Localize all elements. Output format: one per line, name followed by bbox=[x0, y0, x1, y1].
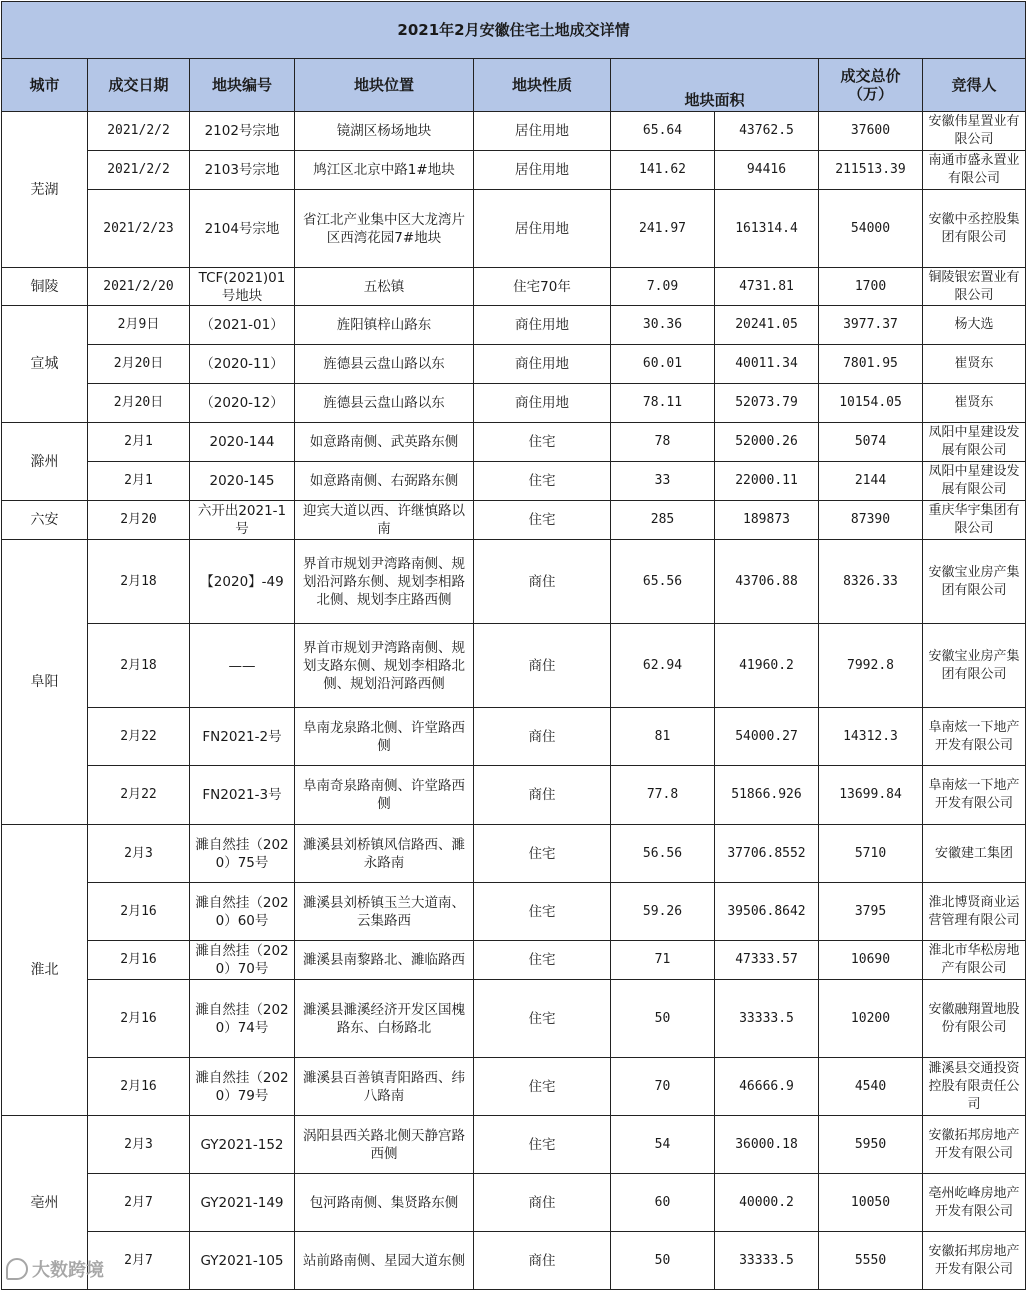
nature-cell: 住宅 bbox=[474, 1116, 611, 1174]
date-cell: 2月3 bbox=[88, 825, 190, 883]
date-cell: 2月7 bbox=[88, 1232, 190, 1290]
nature-cell: 住宅 bbox=[474, 883, 611, 941]
parcel-cell: 2020-144 bbox=[190, 423, 295, 462]
location-cell: 濉溪县百善镇青阳路西、纬八路南 bbox=[295, 1058, 474, 1116]
area-sqm-cell: 4731.81 bbox=[715, 268, 819, 306]
parcel-cell: 六开出2021-1号 bbox=[190, 501, 295, 540]
area-mu-cell: 70 bbox=[611, 1058, 715, 1116]
location-cell: 迎宾大道以西、许继慎路以南 bbox=[295, 501, 474, 540]
city-cell: 亳州 bbox=[2, 1116, 88, 1290]
date-cell: 2月22 bbox=[88, 766, 190, 825]
header-location: 地块位置 bbox=[295, 59, 474, 112]
location-cell: 站前路南侧、星园大道东侧 bbox=[295, 1232, 474, 1290]
nature-cell: 商住 bbox=[474, 1232, 611, 1290]
parcel-cell: 濉自然挂（2020）74号 bbox=[190, 980, 295, 1058]
price-cell: 14312.3 bbox=[819, 708, 923, 766]
area-sqm-cell: 37706.8552 bbox=[715, 825, 819, 883]
parcel-cell: 濉自然挂（2020）60号 bbox=[190, 883, 295, 941]
area-mu-cell: 78 bbox=[611, 423, 715, 462]
watermark-text: 大数跨境 bbox=[32, 1260, 104, 1281]
area-mu-cell: 56.56 bbox=[611, 825, 715, 883]
area-sqm-cell: 41960.2 bbox=[715, 624, 819, 708]
price-cell: 10050 bbox=[819, 1174, 923, 1232]
winner-cell: 安徽宝业房产集团有限公司 bbox=[923, 624, 1026, 708]
location-cell: 濉溪县濉溪经济开发区国槐路东、白杨路北 bbox=[295, 980, 474, 1058]
winner-cell: 安徽拓邦房地产开发有限公司 bbox=[923, 1116, 1026, 1174]
area-mu-cell: 285 bbox=[611, 501, 715, 540]
table-row bbox=[2, 423, 1026, 462]
date-cell: 2月20日 bbox=[88, 384, 190, 423]
nature-cell: 住宅 bbox=[474, 825, 611, 883]
winner-cell: 凤阳中星建设发展有限公司 bbox=[923, 423, 1026, 462]
location-cell: 包河路南侧、集贤路东侧 bbox=[295, 1174, 474, 1232]
location-cell: 旌阳镇梓山路东 bbox=[295, 306, 474, 345]
table-row bbox=[2, 825, 1026, 883]
date-cell: 2月22 bbox=[88, 708, 190, 766]
date-cell: 2021/2/23 bbox=[88, 190, 190, 268]
winner-cell: 安徽宝业房产集团有限公司 bbox=[923, 540, 1026, 624]
area-mu-cell: 62.94 bbox=[611, 624, 715, 708]
city-cell: 阜阳 bbox=[2, 540, 88, 825]
area-sqm-cell: 51866.926 bbox=[715, 766, 819, 825]
area-sqm-cell: 39506.8642 bbox=[715, 883, 819, 941]
table-row bbox=[2, 268, 1026, 306]
header-area: 地块面积 bbox=[611, 59, 819, 112]
location-cell: 如意路南侧、右弼路东侧 bbox=[295, 462, 474, 501]
price-cell: 1700 bbox=[819, 268, 923, 306]
header-parcel-no: 地块编号 bbox=[190, 59, 295, 112]
winner-cell: 铜陵银宏置业有限公司 bbox=[923, 268, 1026, 306]
area-sqm-cell: 46666.9 bbox=[715, 1058, 819, 1116]
table-row bbox=[2, 190, 1026, 268]
area-sqm-cell: 33333.5 bbox=[715, 1232, 819, 1290]
date-cell: 2021/2/2 bbox=[88, 112, 190, 151]
watermark-logo-icon bbox=[6, 1258, 28, 1280]
nature-cell: 住宅 bbox=[474, 462, 611, 501]
area-mu-cell: 59.26 bbox=[611, 883, 715, 941]
table-row bbox=[2, 1058, 1026, 1116]
location-cell: 如意路南侧、武英路东侧 bbox=[295, 423, 474, 462]
table-row bbox=[2, 766, 1026, 825]
table-body bbox=[2, 112, 1026, 1290]
nature-cell: 住宅 bbox=[474, 941, 611, 980]
winner-cell: 亳州屹峰房地产开发有限公司 bbox=[923, 1174, 1026, 1232]
parcel-cell: 濉自然挂（2020）79号 bbox=[190, 1058, 295, 1116]
area-mu-cell: 54 bbox=[611, 1116, 715, 1174]
price-cell: 87390 bbox=[819, 501, 923, 540]
parcel-cell: GY2021-105 bbox=[190, 1232, 295, 1290]
table-row bbox=[2, 708, 1026, 766]
area-mu-cell: 71 bbox=[611, 941, 715, 980]
location-cell: 濉溪县刘桥镇玉兰大道南、云集路西 bbox=[295, 883, 474, 941]
area-mu-cell: 78.11 bbox=[611, 384, 715, 423]
area-mu-cell: 33 bbox=[611, 462, 715, 501]
location-cell: 五松镇 bbox=[295, 268, 474, 306]
area-mu-cell: 241.97 bbox=[611, 190, 715, 268]
location-cell: 阜南奇泉路南侧、许堂路西侧 bbox=[295, 766, 474, 825]
nature-cell: 商住 bbox=[474, 540, 611, 624]
parcel-cell: GY2021-152 bbox=[190, 1116, 295, 1174]
parcel-cell: 2103号宗地 bbox=[190, 151, 295, 190]
location-cell: 鸠江区北京中路1#地块 bbox=[295, 151, 474, 190]
parcel-cell: （2021-01） bbox=[190, 306, 295, 345]
watermark bbox=[6, 1256, 104, 1282]
winner-cell: 安徽建工集团 bbox=[923, 825, 1026, 883]
winner-cell: 安徽中丞控股集团有限公司 bbox=[923, 190, 1026, 268]
location-cell: 省江北产业集中区大龙湾片区西湾花园7#地块 bbox=[295, 190, 474, 268]
location-cell: 旌德县云盘山路以东 bbox=[295, 345, 474, 384]
nature-cell: 商住用地 bbox=[474, 384, 611, 423]
nature-cell: 居住用地 bbox=[474, 112, 611, 151]
area-mu-cell: 65.56 bbox=[611, 540, 715, 624]
parcel-cell: 2104号宗地 bbox=[190, 190, 295, 268]
table-row bbox=[2, 501, 1026, 540]
table-row bbox=[2, 1174, 1026, 1232]
location-cell: 涡阳县西关路北侧天静宫路西侧 bbox=[295, 1116, 474, 1174]
city-cell: 铜陵 bbox=[2, 268, 88, 306]
winner-cell: 安徽伟星置业有限公司 bbox=[923, 112, 1026, 151]
header-winner: 竞得人 bbox=[923, 59, 1026, 112]
header-nature: 地块性质 bbox=[474, 59, 611, 112]
area-mu-cell: 65.64 bbox=[611, 112, 715, 151]
area-mu-cell: 60.01 bbox=[611, 345, 715, 384]
date-cell: 2月7 bbox=[88, 1174, 190, 1232]
area-sqm-cell: 52073.79 bbox=[715, 384, 819, 423]
winner-cell: 崔贤东 bbox=[923, 345, 1026, 384]
location-cell: 镜湖区杨场地块 bbox=[295, 112, 474, 151]
header-price bbox=[819, 59, 923, 112]
price-cell: 5074 bbox=[819, 423, 923, 462]
price-cell: 5950 bbox=[819, 1116, 923, 1174]
nature-cell: 商住用地 bbox=[474, 306, 611, 345]
nature-cell: 商住用地 bbox=[474, 345, 611, 384]
date-cell: 2月9日 bbox=[88, 306, 190, 345]
land-transaction-table bbox=[1, 1, 1026, 1290]
winner-cell: 崔贤东 bbox=[923, 384, 1026, 423]
area-mu-cell: 141.62 bbox=[611, 151, 715, 190]
winner-cell: 凤阳中星建设发展有限公司 bbox=[923, 462, 1026, 501]
nature-cell: 居住用地 bbox=[474, 151, 611, 190]
header-price-line1: 成交总价 bbox=[840, 67, 901, 85]
winner-cell: 淮北博贤商业运营管理有限公司 bbox=[923, 883, 1026, 941]
nature-cell: 住宅70年 bbox=[474, 268, 611, 306]
location-cell: 界首市规划尹湾路南侧、规划沿河路东侧、规划李相路北侧、规划李庄路西侧 bbox=[295, 540, 474, 624]
parcel-cell: 濉自然挂（2020）70号 bbox=[190, 941, 295, 980]
date-cell: 2月3 bbox=[88, 1116, 190, 1174]
date-cell: 2月20 bbox=[88, 501, 190, 540]
table-row bbox=[2, 1116, 1026, 1174]
city-cell: 滁州 bbox=[2, 423, 88, 501]
area-mu-cell: 7.09 bbox=[611, 268, 715, 306]
location-cell: 濉溪县南黎路北、濉临路西 bbox=[295, 941, 474, 980]
table-row bbox=[2, 306, 1026, 345]
area-sqm-cell: 52000.26 bbox=[715, 423, 819, 462]
city-cell: 宣城 bbox=[2, 306, 88, 423]
winner-cell: 安徽拓邦房地产开发有限公司 bbox=[923, 1232, 1026, 1290]
date-cell: 2月18 bbox=[88, 540, 190, 624]
winner-cell: 阜南炫一下地产开发有限公司 bbox=[923, 708, 1026, 766]
nature-cell: 商住 bbox=[474, 1174, 611, 1232]
parcel-cell: —— bbox=[190, 624, 295, 708]
price-cell: 3795 bbox=[819, 883, 923, 941]
price-cell: 54000 bbox=[819, 190, 923, 268]
price-cell: 7992.8 bbox=[819, 624, 923, 708]
area-mu-cell: 50 bbox=[611, 980, 715, 1058]
area-sqm-cell: 33333.5 bbox=[715, 980, 819, 1058]
location-cell: 濉溪县刘桥镇风信路西、濉永路南 bbox=[295, 825, 474, 883]
parcel-cell: 2020-145 bbox=[190, 462, 295, 501]
table-row bbox=[2, 624, 1026, 708]
nature-cell: 居住用地 bbox=[474, 190, 611, 268]
table-row bbox=[2, 112, 1026, 151]
table-row bbox=[2, 980, 1026, 1058]
parcel-cell: 濉自然挂（2020）75号 bbox=[190, 825, 295, 883]
winner-cell: 重庆华宇集团有限公司 bbox=[923, 501, 1026, 540]
winner-cell: 南通市盛永置业有限公司 bbox=[923, 151, 1026, 190]
area-mu-cell: 30.36 bbox=[611, 306, 715, 345]
city-cell: 淮北 bbox=[2, 825, 88, 1116]
price-cell: 3977.37 bbox=[819, 306, 923, 345]
date-cell: 2月20日 bbox=[88, 345, 190, 384]
winner-cell: 阜南炫一下地产开发有限公司 bbox=[923, 766, 1026, 825]
table-row bbox=[2, 1232, 1026, 1290]
city-cell: 芜湖 bbox=[2, 112, 88, 268]
nature-cell: 住宅 bbox=[474, 980, 611, 1058]
table-row bbox=[2, 345, 1026, 384]
location-cell: 阜南龙泉路北侧、许堂路西侧 bbox=[295, 708, 474, 766]
price-cell: 7801.95 bbox=[819, 345, 923, 384]
winner-cell: 杨大选 bbox=[923, 306, 1026, 345]
parcel-cell: （2020-12） bbox=[190, 384, 295, 423]
table-row bbox=[2, 462, 1026, 501]
nature-cell: 住宅 bbox=[474, 1058, 611, 1116]
area-sqm-cell: 161314.4 bbox=[715, 190, 819, 268]
nature-cell: 住宅 bbox=[474, 423, 611, 462]
price-cell: 37600 bbox=[819, 112, 923, 151]
area-sqm-cell: 40000.2 bbox=[715, 1174, 819, 1232]
area-mu-cell: 50 bbox=[611, 1232, 715, 1290]
parcel-cell: 【2020】-49 bbox=[190, 540, 295, 624]
price-cell: 13699.84 bbox=[819, 766, 923, 825]
price-cell: 5550 bbox=[819, 1232, 923, 1290]
date-cell: 2021/2/2 bbox=[88, 151, 190, 190]
table-row bbox=[2, 540, 1026, 624]
table-row bbox=[2, 941, 1026, 980]
location-cell: 旌德县云盘山路以东 bbox=[295, 384, 474, 423]
date-cell: 2月16 bbox=[88, 941, 190, 980]
table-row bbox=[2, 384, 1026, 423]
header-price-line2: （万） bbox=[847, 85, 893, 103]
parcel-cell: TCF(2021)01号地块 bbox=[190, 268, 295, 306]
nature-cell: 住宅 bbox=[474, 501, 611, 540]
area-sqm-cell: 94416 bbox=[715, 151, 819, 190]
header-city: 城市 bbox=[2, 59, 88, 112]
area-sqm-cell: 43762.5 bbox=[715, 112, 819, 151]
date-cell: 2月16 bbox=[88, 883, 190, 941]
parcel-cell: GY2021-149 bbox=[190, 1174, 295, 1232]
price-cell: 10154.05 bbox=[819, 384, 923, 423]
area-mu-cell: 81 bbox=[611, 708, 715, 766]
date-cell: 2021/2/20 bbox=[88, 268, 190, 306]
winner-cell: 濉溪县交通投资控股有限责任公司 bbox=[923, 1058, 1026, 1116]
parcel-cell: FN2021-3号 bbox=[190, 766, 295, 825]
nature-cell: 商住 bbox=[474, 766, 611, 825]
date-cell: 2月16 bbox=[88, 1058, 190, 1116]
area-sqm-cell: 54000.27 bbox=[715, 708, 819, 766]
price-cell: 4540 bbox=[819, 1058, 923, 1116]
winner-cell: 淮北市华松房地产有限公司 bbox=[923, 941, 1026, 980]
area-mu-cell: 77.8 bbox=[611, 766, 715, 825]
date-cell: 2月1 bbox=[88, 462, 190, 501]
price-cell: 10690 bbox=[819, 941, 923, 980]
area-mu-cell: 60 bbox=[611, 1174, 715, 1232]
area-sqm-cell: 189873 bbox=[715, 501, 819, 540]
price-cell: 5710 bbox=[819, 825, 923, 883]
area-sqm-cell: 43706.88 bbox=[715, 540, 819, 624]
location-cell: 界首市规划尹湾路南侧、规划支路东侧、规划李相路北侧、规划沿河路西侧 bbox=[295, 624, 474, 708]
table-title: 2021年2月安徽住宅土地成交详情 bbox=[2, 2, 1026, 59]
price-cell: 10200 bbox=[819, 980, 923, 1058]
table-row bbox=[2, 883, 1026, 941]
table-row bbox=[2, 151, 1026, 190]
city-cell: 六安 bbox=[2, 501, 88, 540]
area-sqm-cell: 22000.11 bbox=[715, 462, 819, 501]
area-sqm-cell: 40011.34 bbox=[715, 345, 819, 384]
header-date: 成交日期 bbox=[88, 59, 190, 112]
parcel-cell: 2102号宗地 bbox=[190, 112, 295, 151]
area-sqm-cell: 36000.18 bbox=[715, 1116, 819, 1174]
price-cell: 2144 bbox=[819, 462, 923, 501]
date-cell: 2月16 bbox=[88, 980, 190, 1058]
nature-cell: 商住 bbox=[474, 624, 611, 708]
area-sqm-cell: 47333.57 bbox=[715, 941, 819, 980]
date-cell: 2月18 bbox=[88, 624, 190, 708]
price-cell: 211513.39 bbox=[819, 151, 923, 190]
winner-cell: 安徽融翔置地股份有限公司 bbox=[923, 980, 1026, 1058]
date-cell: 2月1 bbox=[88, 423, 190, 462]
parcel-cell: （2020-11） bbox=[190, 345, 295, 384]
nature-cell: 商住 bbox=[474, 708, 611, 766]
price-cell: 8326.33 bbox=[819, 540, 923, 624]
area-sqm-cell: 20241.05 bbox=[715, 306, 819, 345]
parcel-cell: FN2021-2号 bbox=[190, 708, 295, 766]
